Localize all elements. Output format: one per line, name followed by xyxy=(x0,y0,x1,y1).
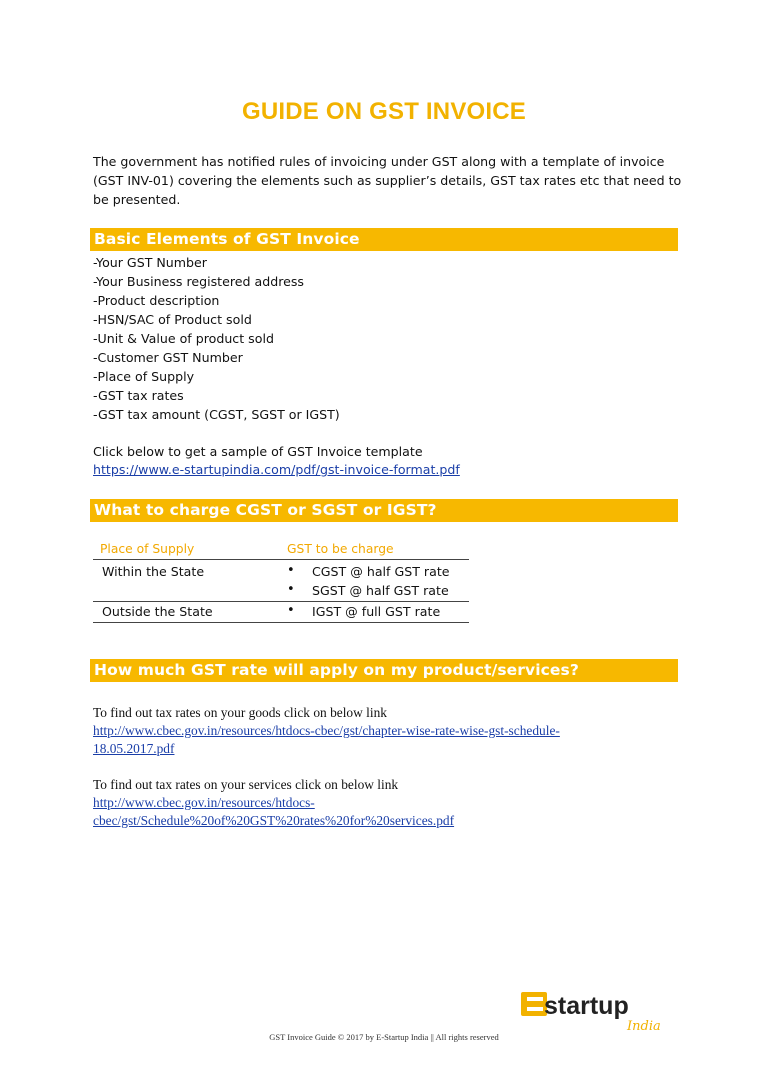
list-item: -HSN/SAC of Product sold xyxy=(93,312,252,327)
goods-rate-link[interactable] xyxy=(93,723,560,756)
goods-rate-text: To find out tax rates on your goods click on below link xyxy=(93,705,387,720)
bullet-icon: • xyxy=(287,563,295,578)
bullet-icon: • xyxy=(287,582,295,597)
services-rate-link-line1: http://www.cbec.gov.in/resources/htdocs- xyxy=(93,795,315,810)
table-cell-charge: IGST @ full GST rate xyxy=(312,604,441,619)
list-item: -Product description xyxy=(93,293,220,308)
section-heading-basic-elements: Basic Elements of GST Invoice xyxy=(90,228,678,251)
list-item: -GST tax rates xyxy=(93,388,184,403)
sample-template-link[interactable]: https://www.e-startupindia.com/pdf/gst-invoice-format.pdf xyxy=(93,462,460,477)
table-divider xyxy=(93,601,469,602)
goods-rate-link-line1: http://www.cbec.gov.in/resources/htdocs-cbec/gst/chapter-wise-rate-wise-gst-schedule- xyxy=(93,723,560,738)
table-header-gst: GST to be charge xyxy=(287,542,394,556)
services-rate-link-line2: cbec/gst/Schedule%20of%20GST%20rates%20for%20services.pdf xyxy=(93,813,455,828)
logo-e-mark-icon xyxy=(521,986,681,1036)
sample-template-text: Click below to get a sample of GST Invoice template xyxy=(93,444,423,459)
list-item: -Unit & Value of product sold xyxy=(93,331,274,346)
sample-template-link-wrap xyxy=(93,460,460,479)
section-heading-charge-type: What to charge CGST or SGST or IGST? xyxy=(90,499,678,522)
section-heading-gst-rate: How much GST rate will apply on my product/services? xyxy=(90,659,678,682)
intro-paragraph: The government has notified rules of invoicing under GST along with a template of invoice (GST INV-01) covering the elements such as supplier’s details, GST tax rates etc that need to be presented. xyxy=(93,154,682,207)
table-cell-place: Within the State xyxy=(102,564,205,579)
logo-wordmark: startup xyxy=(544,992,629,1020)
table-divider xyxy=(93,622,469,623)
list-item: -Place of Supply xyxy=(93,369,195,384)
logo-script: India xyxy=(627,1019,661,1034)
services-rate-link-wrap xyxy=(93,794,454,830)
table-header-place: Place of Supply xyxy=(100,542,195,556)
e-startup-india-logo xyxy=(521,986,681,1036)
page-title: GUIDE ON GST INVOICE xyxy=(241,98,527,125)
list-item: -Your GST Number xyxy=(93,255,207,270)
services-rate-text: To find out tax rates on your services click on below link xyxy=(93,777,399,792)
footer-copyright: GST Invoice Guide © 2017 by E-Startup India || All rights reserved xyxy=(269,1032,499,1042)
list-item: -Your Business registered address xyxy=(93,274,304,289)
goods-rate-link-line2: 18.05.2017.pdf xyxy=(93,741,175,756)
table-cell-place: Outside the State xyxy=(102,604,213,619)
services-rate-link[interactable] xyxy=(93,795,454,828)
goods-rate-link-wrap xyxy=(93,722,560,758)
table-cell-charge: CGST @ half GST rate xyxy=(312,564,450,579)
basic-elements-list xyxy=(93,253,340,424)
table-cell-charge: SGST @ half GST rate xyxy=(312,583,449,598)
list-item: -GST tax amount (CGST, SGST or IGST) xyxy=(93,407,340,422)
table-divider xyxy=(93,559,469,560)
bullet-icon: • xyxy=(287,603,295,618)
list-item: -Customer GST Number xyxy=(93,350,243,365)
